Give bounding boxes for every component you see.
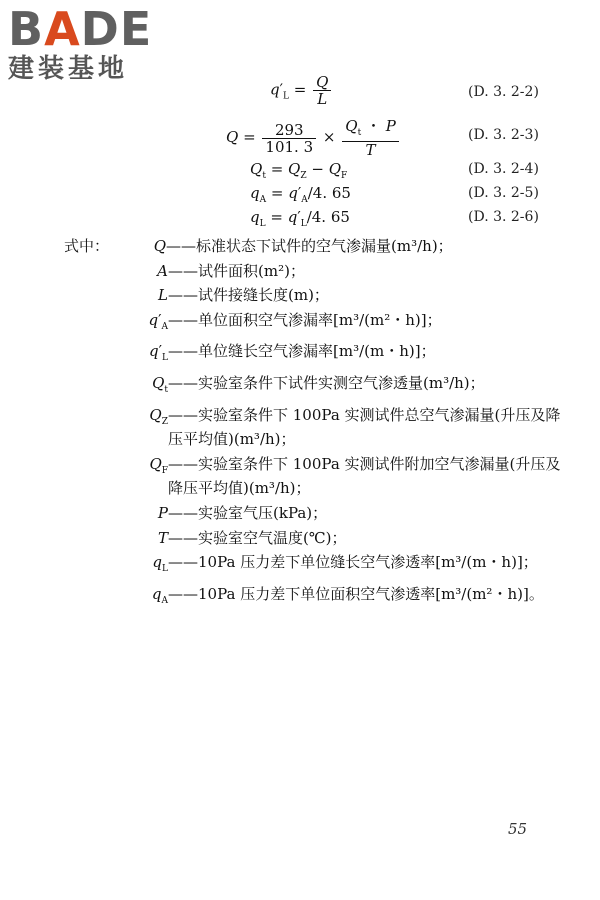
symbol: $q'_A$ [148,310,168,332]
definition-row [64,526,574,551]
definition-row [64,582,574,614]
definition-text: ——实验室空气温度(℃)； [168,528,347,547]
definition-row [64,234,574,259]
symbol: $q_A$ [151,584,168,606]
logo-wordmark: BADE [8,2,153,56]
symbol: $Q_Z$ [149,405,168,427]
symbol: T [157,528,168,547]
symbol: $Q_t$ [152,373,168,395]
symbol: L [158,286,168,305]
symbol-definitions [64,234,574,613]
definition-row [64,283,574,308]
equation-d326: $q_L = q'_L/4$. 65 [250,208,350,229]
definition-text: ——实验室条件下 100Pa 实测试件总空气渗漏量(升压及降压平均值)(m³/h)； [168,405,561,449]
definition-text: ——实验室气压(kPa)； [168,503,328,522]
equation-number: (D. 3. 2-3) [468,127,539,143]
symbol: Q [153,237,167,255]
definition-row [64,501,574,526]
definition-text: ——10Pa 压力差下单位面积空气渗透率[m³/(m²・h)]。 [168,584,544,603]
definition-text: ——试件接缝长度(m)； [168,286,329,305]
symbol: $Q_F$ [149,454,168,476]
equation-d323: Q = $\frac{293}{101. 3}$ × $\frac{Q_t ・ P}{T}$ [226,118,401,158]
equation-d325: $q_A = q'_A/4$. 65 [250,184,351,205]
definition-row [64,308,574,340]
definition-row [64,259,574,284]
definition-row [64,371,574,403]
equation-number: (D. 3. 2-6) [468,209,539,225]
definitions-intro: 式中： [64,237,110,255]
logo [8,2,153,84]
definition-text: ——试件面积(m²)； [168,261,305,280]
symbol: A [157,261,168,280]
equation-d322: $q'_L$ = $\frac{Q}{L}$ [270,74,333,107]
definition-text: ——单位缝长空气渗漏率[m³/(m・h)]； [168,342,436,361]
equation-number: (D. 3. 2-5) [468,185,539,201]
equation-number: (D. 3. 2-4) [468,161,539,177]
equation-number: (D. 3. 2-2) [468,84,539,100]
definition-text: ——单位面积空气渗漏率[m³/(m²・h)]； [168,310,442,329]
symbol: $q'_L$ [149,342,168,364]
symbol: $q_L$ [152,553,168,575]
page-number: 55 [508,820,528,838]
definition-row [64,452,574,501]
definition-text: ——实验室条件下试件实测空气渗透量(m³/h)； [168,373,485,392]
definition-text: ——10Pa 压力差下单位缝长空气渗透率[m³/(m・h)]； [168,553,538,572]
definition-row [64,550,574,582]
definition-text: ——实验室条件下 100Pa 实测试件附加空气渗漏量(升压及降压平均值)(m³/h)； [168,454,561,498]
definition-text: ——标准状态下试件的空气渗漏量(m³/h)； [166,237,453,255]
logo-subtitle: 建装基地 [8,54,129,84]
definition-row [64,339,574,371]
equation-d324: $Q_t = Q_Z - Q_F$ [250,160,348,181]
symbol: P [157,503,168,522]
definition-row [64,403,574,452]
